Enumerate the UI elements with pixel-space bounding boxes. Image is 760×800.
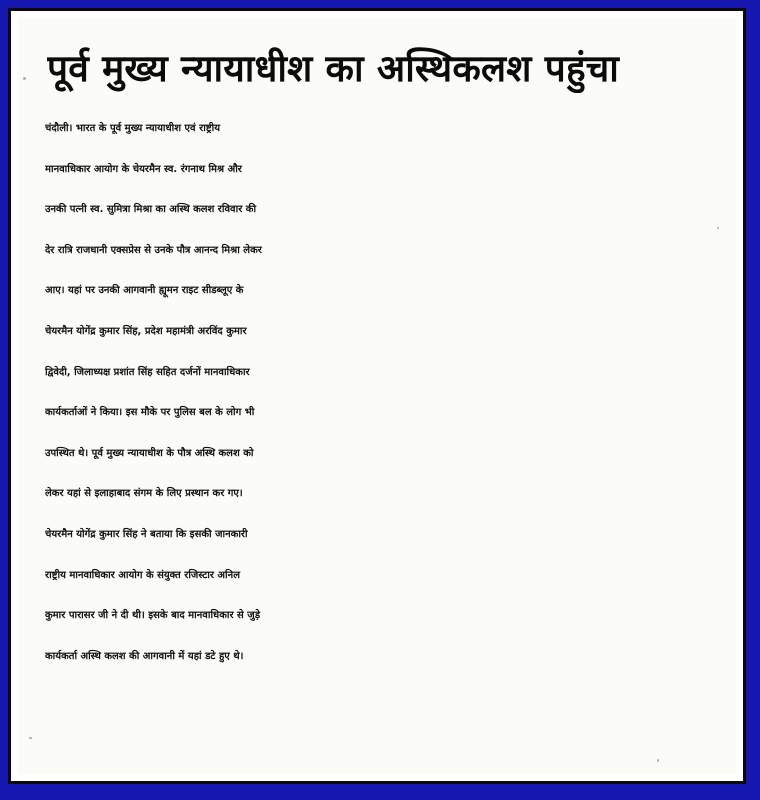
print-speck xyxy=(29,737,32,739)
newspaper-clipping xyxy=(17,17,737,775)
article-line: आए। यहां पर उनकी आगवानी ह्यूमन राइट सीडब्लूए के xyxy=(45,285,244,297)
article-line: मानवाधिकार आयोग के चेयरमैन स्व. रंगनाथ मिश्र और xyxy=(45,163,242,175)
article-line: चंदौली। भारत के पूर्व मुख्य न्यायाधीश एवं राष्ट्रीय xyxy=(45,123,221,134)
print-speck xyxy=(717,227,719,229)
article-line: उपस्थित थे। पूर्व मुख्य न्यायाधीश के पौत्र अस्थि कलश को xyxy=(45,447,254,459)
article-line: देर रात्रि राजधानी एक्सप्रेस से उनके पौत्र आनन्द मिश्रा लेकर xyxy=(45,244,262,256)
article-line: कुमार पारासर जी ने दी थी। इसके बाद मानवाधिकार से जुड़े xyxy=(45,610,261,622)
clipping-frame xyxy=(8,8,746,784)
article-line: उनकी पत्नी स्व. सुमित्रा मिश्रा का अस्थि कलश रविवार की xyxy=(45,204,257,216)
article-line: द्विवेदी, जिलाध्यक्ष प्रशांत सिंह सहित दर्जनों मानवाधिकार xyxy=(45,366,250,378)
article-line: कार्यकर्ताओं ने किया। इस मौके पर पुलिस बल के लोग भी xyxy=(45,407,255,419)
article-line: कार्यकर्ता अस्थि कलश की आगवानी में यहां डटे हुए थे। xyxy=(45,650,244,662)
print-speck xyxy=(23,77,26,80)
article-line: लेकर यहां से इलाहाबाद संगम के लिए प्रस्थान कर गए। xyxy=(45,488,243,500)
article-line: चेयरमैन योगेंद्र कुमार सिंह, प्रदेश महामंत्री अरविंद कुमार xyxy=(45,325,247,337)
article-line: राष्ट्रीय मानवाधिकार आयोग के संयुक्त रजिस्टार अनिल xyxy=(45,569,240,581)
article-headline: पूर्व मुख्य न्यायाधीश का अस्थिकलश पहुंचा xyxy=(47,47,620,90)
article-line: चेयरमैन योगेंद्र कुमार सिंह ने बताया कि इसकी जानकारी xyxy=(45,528,248,540)
print-speck xyxy=(657,759,659,762)
article-body xyxy=(45,109,727,677)
